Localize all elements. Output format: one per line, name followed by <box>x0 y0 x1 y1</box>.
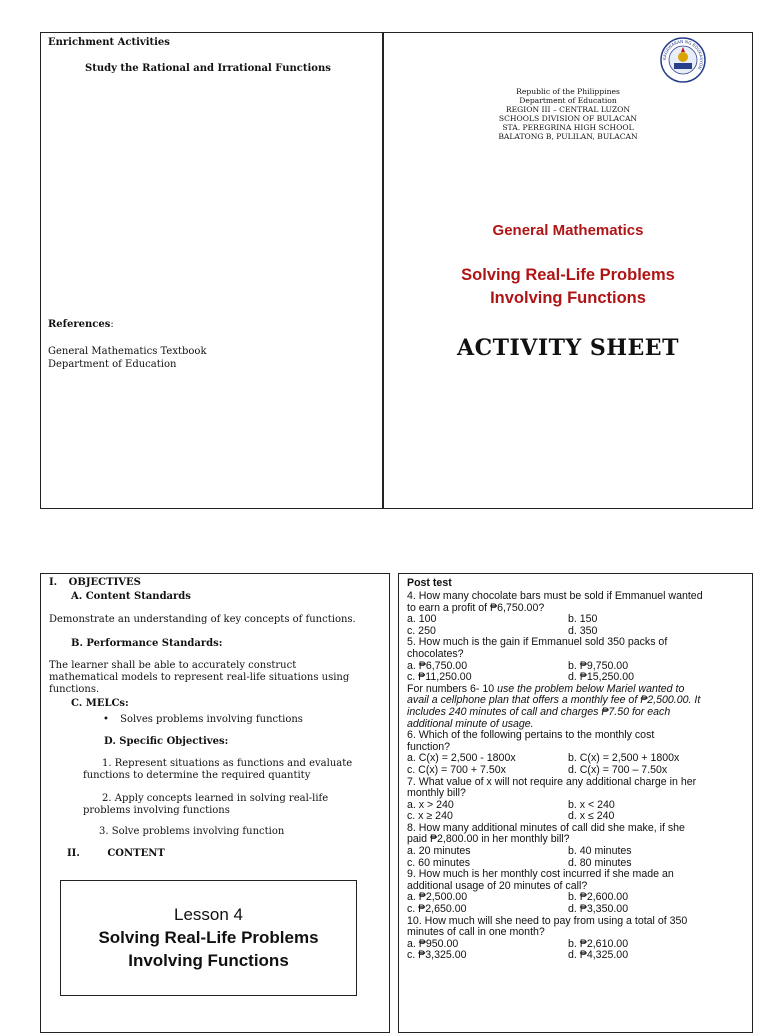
melcs-item-text: Solves problems involving functions <box>120 714 303 725</box>
problem-statement-text: use the problem below Mariel wanted to <box>497 682 685 695</box>
choice-text: b. ₱2,600.00 <box>568 891 629 904</box>
references-heading <box>48 319 114 331</box>
lesson-title-line: Solving Real-Life Problems <box>98 928 319 947</box>
question-text: function? <box>407 740 450 753</box>
question-text: 7. What value of x will not require any additional charge in her <box>407 775 697 788</box>
melcs-item <box>103 714 303 726</box>
activity-sheet-title: ACTIVITY SHEET <box>457 335 679 361</box>
choice-text: a. ₱6,750.00 <box>407 659 468 672</box>
section-number: I. <box>49 577 58 588</box>
reference-item: General Mathematics Textbook <box>48 346 207 357</box>
question-text: 5. How much is the gain if Emmanuel sold 350 packs of <box>407 636 668 649</box>
lesson-number: Lesson 4 <box>174 905 243 924</box>
section-number: II. <box>67 848 80 859</box>
question-text: 8. How many additional minutes of call did she make, if she <box>407 821 685 834</box>
cover-left-panel <box>40 32 383 509</box>
posttest-panel <box>398 573 753 1033</box>
text-line: mathematical models to represent real-life situations using <box>49 672 350 683</box>
deped-seal-icon <box>660 37 706 83</box>
text-line: problems involving functions <box>83 805 230 816</box>
svg-text:KAGAWARAN NG EDUKASYON: KAGAWARAN NG EDUKASYON <box>661 38 705 71</box>
references-colon: : <box>110 319 114 330</box>
section-title: OBJECTIVES <box>68 577 141 588</box>
bullet-icon: • <box>103 714 109 725</box>
posttest-line <box>407 730 749 742</box>
content-standards-heading: A. Content Standards <box>71 591 191 602</box>
choice-text: a. 20 minutes <box>407 845 471 858</box>
choice-text: b. C(x) = 2,500 + 1800x <box>568 752 680 765</box>
problem-statement-text: includes 240 minutes of call and charges ₱7.50 for each <box>407 705 671 718</box>
posttest-line <box>407 788 749 800</box>
section-objectives <box>49 577 141 589</box>
choice-text: c. 250 <box>407 624 436 637</box>
choice-text: d. 80 minutes <box>568 856 632 869</box>
objective-item <box>83 793 328 817</box>
problem-statement-text: additional minute of usage. <box>407 717 534 730</box>
header-line: REGION III – CENTRAL LUZON <box>505 105 631 114</box>
header-line: Republic of the Philippines <box>516 87 620 96</box>
choice-text: c. x ≥ 240 <box>407 810 453 823</box>
question-text: For numbers 6- 10 <box>407 682 498 695</box>
problem-statement-text: avail a cellphone plan that offers a monthly fee of ₱2,500.00. It <box>407 694 701 707</box>
choice-text: c. ₱2,650.00 <box>407 903 467 916</box>
choice-text: a. C(x) = 2,500 - 1800x <box>407 752 516 765</box>
choice-text: c. ₱11,250.00 <box>407 671 472 684</box>
choice-text: b. ₱2,610.00 <box>568 937 629 950</box>
section-title: CONTENT <box>107 848 165 859</box>
question-text: chocolates? <box>407 647 464 660</box>
text-line: 1. Represent situations as functions and evaluate <box>102 758 353 769</box>
choice-text: d. C(x) = 700 – 7.50x <box>568 763 668 776</box>
question-text: 6. Which of the following pertains to the monthly cost <box>407 729 655 742</box>
header-line: SCHOOLS DIVISION OF BULACAN <box>498 114 638 123</box>
question-text: 9. How much is her monthly cost incurred if she made an <box>407 868 674 881</box>
lesson-title-line: Involving Functions <box>128 951 289 970</box>
content-standards-text: Demonstrate an understanding of key concepts of functions. <box>49 614 356 625</box>
choice-text: c. C(x) = 700 + 7.50x <box>407 763 506 776</box>
question-text: minutes of call in one month? <box>407 926 545 939</box>
performance-standards-heading: B. Performance Standards: <box>71 638 223 649</box>
choice-text: b. 150 <box>568 613 598 626</box>
objective-item <box>83 758 352 782</box>
reference-item: Department of Education <box>48 359 177 370</box>
choice-text: a. x > 240 <box>407 798 454 811</box>
posttest-questions <box>407 591 749 962</box>
lesson-title-line: Involving Functions <box>490 289 646 307</box>
lesson-title <box>384 264 752 310</box>
specific-objectives-heading: D. Specific Objectives: <box>104 736 229 747</box>
choice-text: a. ₱950.00 <box>407 937 459 950</box>
objective-item: 3. Solve problems involving function <box>99 826 285 837</box>
text-line: functions to determine the required quantity <box>83 770 311 781</box>
text-line: functions. <box>49 684 100 695</box>
choice-text: d. 350 <box>568 624 598 637</box>
text-line: 2. Apply concepts learned in solving real-life <box>102 793 329 804</box>
subject-title: General Mathematics <box>492 222 644 239</box>
question-text: additional usage of 20 minutes of call? <box>407 879 588 892</box>
performance-standards-text <box>49 660 349 696</box>
lesson-title-line: Solving Real-Life Problems <box>461 266 675 284</box>
header-line: Department of Education <box>519 96 617 105</box>
references-label: References <box>48 319 111 330</box>
posttest-line <box>407 950 749 962</box>
choice-text: c. 60 minutes <box>407 856 471 869</box>
posttest-title: Post test <box>407 577 452 589</box>
choice-text: a. 100 <box>407 613 437 626</box>
question-text: 4. How many chocolate bars must be sold if Emmanuel wanted <box>407 590 703 602</box>
choice-text: d. ₱15,250.00 <box>568 671 634 684</box>
header-line: STA. PEREGRINA HIGH SCHOOL <box>502 123 634 132</box>
cover-right-panel <box>383 32 753 509</box>
question-text: monthly bill? <box>407 787 466 800</box>
choice-text: a. ₱2,500.00 <box>407 891 468 904</box>
melcs-heading: C. MELCs: <box>71 698 129 709</box>
school-header <box>384 87 752 141</box>
question-text: to earn a profit of ₱6,750.00? <box>407 601 545 614</box>
choice-text: c. ₱3,325.00 <box>407 949 467 962</box>
question-text: 10. How much will she need to pay from using a total of 350 <box>407 914 688 927</box>
choice-text: b. x < 240 <box>568 798 615 811</box>
choice-text: b. 40 minutes <box>568 845 632 858</box>
lesson-box <box>60 880 357 996</box>
objectives-panel <box>40 573 390 1033</box>
question-text: paid ₱2,800.00 in her monthly bill? <box>407 833 570 846</box>
text-line: The learner shall be able to accurately construct <box>49 660 297 671</box>
header-line: BALATONG B, PULILAN, BULACAN <box>498 132 638 141</box>
choice-text: d. ₱3,350.00 <box>568 903 629 916</box>
enrichment-subheading: Study the Rational and Irrational Functions <box>85 63 331 74</box>
enrichment-heading: Enrichment Activities <box>48 37 170 48</box>
choice-text: d. x ≤ 240 <box>568 810 615 823</box>
section-content <box>67 848 165 860</box>
choice-text: d. ₱4,325.00 <box>568 949 629 962</box>
choice-text: b. ₱9,750.00 <box>568 659 629 672</box>
